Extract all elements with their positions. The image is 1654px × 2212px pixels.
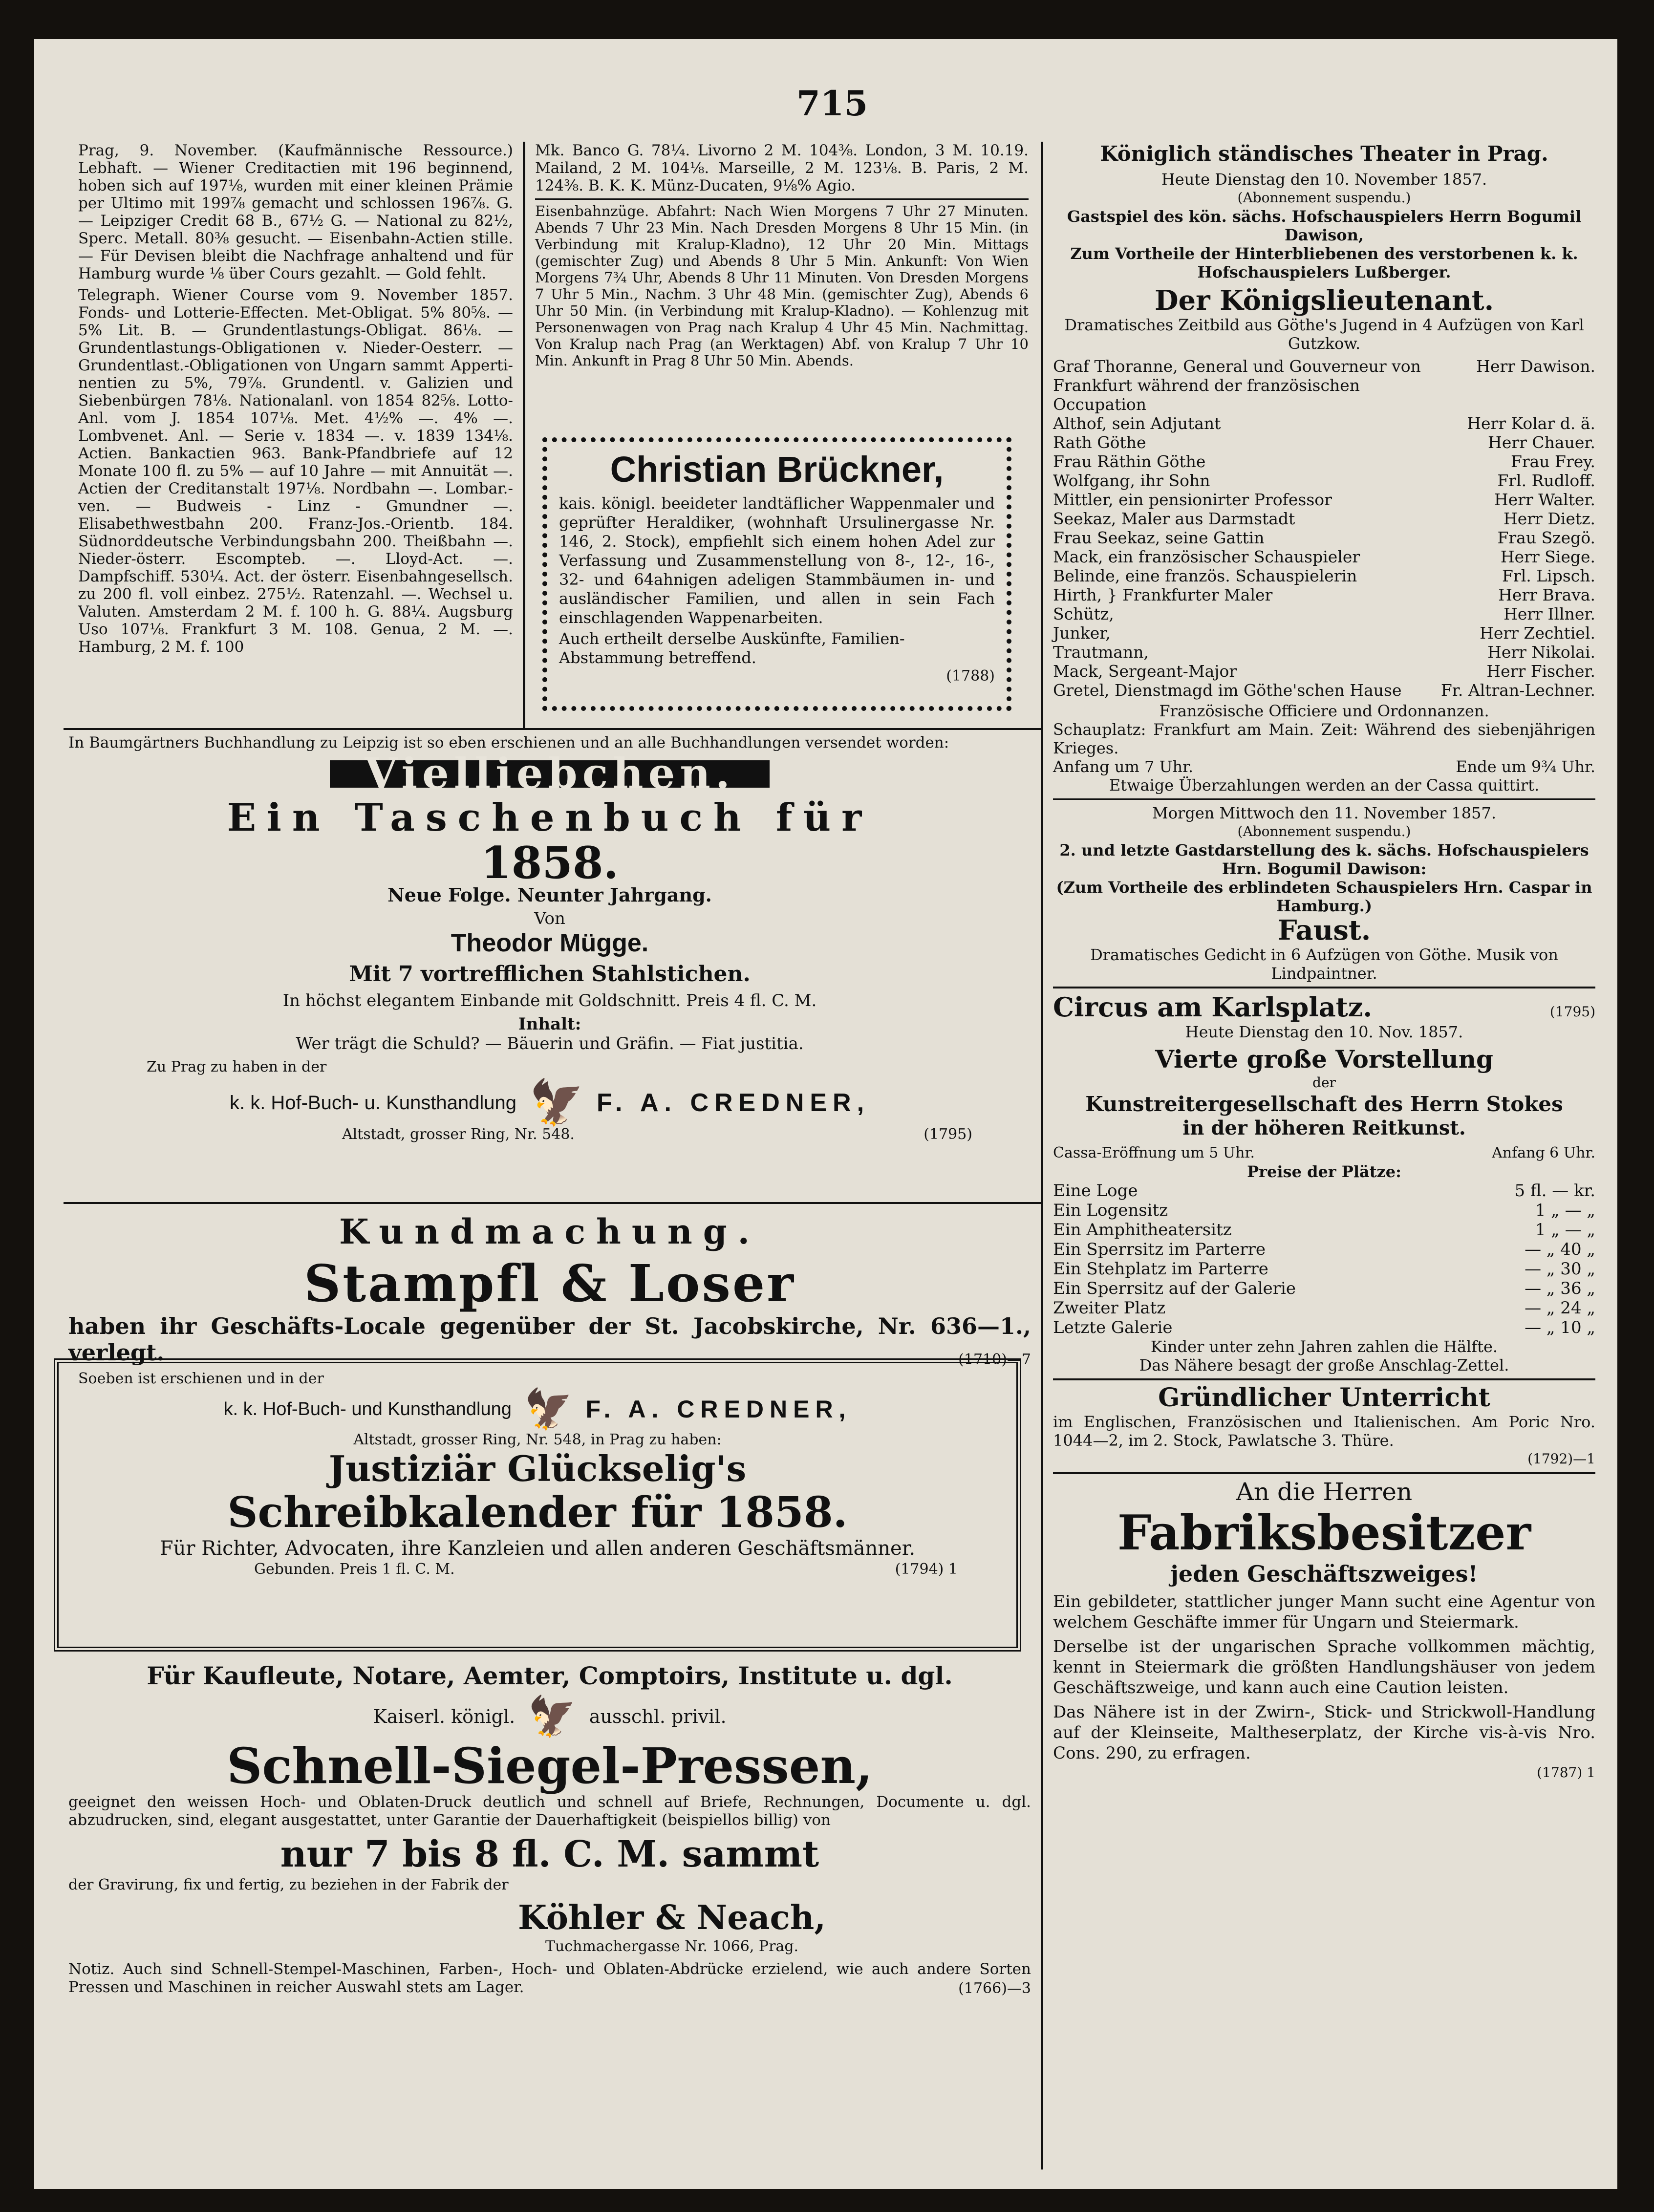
exchange-reports: [78, 142, 513, 660]
theater-times: [1053, 757, 1595, 776]
vielliebchen-by: Von: [534, 909, 565, 928]
privilege-left: Kaiserl. königl.: [373, 1706, 516, 1727]
cast-row: [1053, 452, 1595, 471]
kalender-title-2: Schreibkalender für 1858.: [227, 1488, 848, 1537]
cast-role: Hirth, } Frankfurter Maler: [1053, 585, 1273, 604]
vielliebchen-edition: Neue Folge. Neunter Jahrgang.: [387, 884, 712, 906]
theater-play: Der Königslieutenant.: [1154, 284, 1494, 317]
cast-actor: Herr Walter.: [1494, 490, 1595, 509]
price-row: [1053, 1279, 1595, 1298]
cast-actor: Herr Brava.: [1498, 585, 1595, 604]
divider-2: [64, 1202, 1041, 1204]
kalender-shop-line: [78, 1387, 997, 1431]
presses-ref: (1766)—3: [958, 1980, 1031, 1997]
cast-actor: Herr Chauer.: [1488, 433, 1595, 452]
circus-open: Cassa-Eröffnung um 5 Uhr.: [1053, 1144, 1255, 1161]
price-seat: Eine Loge: [1053, 1181, 1138, 1201]
vielliebchen-year: 1858.: [481, 837, 619, 889]
cast-row: [1053, 623, 1595, 643]
kundmachung-firm: Stampfl & Loser: [304, 1253, 795, 1313]
cast-role: Junker,: [1053, 623, 1111, 643]
vielliebchen-ref: (1795): [924, 1126, 972, 1143]
theater-genre: Dramatisches Zeitbild aus Göthe's Jugend in 4 Aufzügen von Karl Gutzkow.: [1064, 316, 1584, 353]
circus-start: Anfang 6 Uhr.: [1492, 1144, 1595, 1161]
factory-to: An die Herren: [1236, 1478, 1413, 1506]
kalender-intro: Soeben ist erschienen und in der: [78, 1370, 324, 1387]
kalender-address: Altstadt, grosser Ring, Nr. 548, in Prag zu haben:: [353, 1431, 722, 1448]
cast-role: Althof, sein Adjutant: [1053, 414, 1221, 433]
vielliebchen-contents: Wer trägt die Schuld? — Bäuerin und Gräfin. — Fiat justitia.: [296, 1034, 804, 1053]
brueckner-ref: (1788): [946, 667, 995, 685]
presses-ad: [68, 1661, 1031, 2002]
cast-row: [1053, 681, 1595, 700]
cast-actor: Frl. Lipsch.: [1502, 566, 1595, 585]
vielliebchen-subtitle: Ein Taschenbuch für: [227, 795, 873, 840]
presses-text-2: der Gravirung, fix und fertig, zu beziehen in der Fabrik der: [68, 1876, 509, 1893]
price-seat: Ein Sperrsitz im Parterre: [1053, 1240, 1266, 1259]
cast-actor: Herr Kolar d. ä.: [1467, 414, 1595, 433]
cast-actor: Herr Dawison.: [1476, 357, 1595, 376]
circus-children: Kinder unter zehn Jahren zahlen die Hälfte.: [1150, 1337, 1498, 1356]
cast-role: Belinde, eine französ. Schauspielerin: [1053, 566, 1357, 585]
price-row: [1053, 1240, 1595, 1259]
divider: [1053, 798, 1595, 800]
cast-role: Rath Göthe: [1053, 433, 1146, 452]
cast-role: Schütz,: [1053, 604, 1114, 623]
price-row: [1053, 1220, 1595, 1240]
theater-payments: Etwaige Überzahlungen werden an der Cassa quittirt.: [1109, 776, 1540, 795]
shop-name: k. k. Hof-Buch- u. Kunsthandlung: [229, 1092, 516, 1114]
circus-more: Das Nähere besagt der große Anschlag-Zettel.: [1139, 1356, 1509, 1374]
theater-start: Anfang um 7 Uhr.: [1053, 757, 1194, 776]
theater-scene: Schauplatz: Frankfurt am Main. Zeit: Während des siebenjährigen Krieges.: [1053, 720, 1595, 757]
kundmachung-ref: (1710)—7: [958, 1351, 1031, 1368]
cast-role: Mittler, ein pensionirter Professor: [1053, 490, 1332, 509]
price-seat: Ein Stehplatz im Parterre: [1053, 1259, 1268, 1279]
theater-extras: Französische Officiere und Ordonnanzen.: [1159, 702, 1489, 720]
divider-1: [64, 728, 1041, 730]
kalender-ref: (1794) 1: [895, 1561, 958, 1578]
presses-price: nur 7 bis 8 fl. C. M. sammt: [280, 1833, 819, 1875]
theater-guest: Gastspiel des kön. sächs. Hofschauspielers Herrn Bogumil Dawison,: [1067, 207, 1582, 244]
circus-show: Vierte große Vorstellung: [1155, 1045, 1493, 1074]
circus-title: Circus am Karlsplatz.: [1053, 991, 1373, 1023]
credner-name: F. A. CREDNER,: [597, 1089, 870, 1117]
factory-p2: Derselbe ist der ungarischen Sprache vollkommen mächtig, kennt in Steiermark die größten Handlungshäuser von jedem Geschäftszweige, und kann auch eine Caution leisten.: [1053, 1637, 1595, 1697]
cast-row: [1053, 566, 1595, 585]
presses-privilege-line: [68, 1695, 1031, 1739]
cast-row: [1053, 357, 1595, 414]
column-rule-left: [523, 142, 525, 728]
kalender-price: Gebunden. Preis 1 fl. C. M.: [254, 1561, 455, 1578]
circus-prices-heading: Preise der Plätze:: [1247, 1162, 1401, 1181]
cast-actor: Herr Fischer.: [1486, 662, 1595, 681]
circus-price-list: [1053, 1181, 1595, 1337]
circus-der: der: [1312, 1074, 1336, 1091]
cast-role: Frau Seekaz, seine Gattin: [1053, 528, 1265, 547]
theater-abo: (Abonnement suspendu.): [1237, 190, 1411, 206]
factory-p3: Das Nähere ist in der Zwirn-, Stick- und Strickwoll-Handlung auf der Kleinseite, Maltheserplatz, der Kirche vis-à-vis Nro. Cons. 290, zu erfragen.: [1053, 1702, 1595, 1763]
cast-row: [1053, 528, 1595, 547]
cast-role: Mack, ein französischer Schauspieler: [1053, 547, 1360, 566]
price-row: [1053, 1318, 1595, 1337]
brueckner-text-2: Auch ertheilt derselbe Auskünfte, Familien-Abstammung betreffend.: [559, 629, 905, 667]
column-rule-main: [1041, 142, 1043, 2169]
circus-art: in der höheren Reitkunst.: [1182, 1117, 1466, 1139]
brueckner-name: Christian Brückner,: [610, 449, 944, 490]
presses-title: Schnell-Siegel-Pressen,: [227, 1737, 873, 1795]
price-amount: 5 fl. — kr.: [1514, 1181, 1595, 1201]
lessons-text: im Englischen, Französischen und Italienischen. Am Poric Nro. 1044—2, im 2. Stock, Pawlatsche 3. Thüre.: [1053, 1413, 1595, 1450]
circus-date: Heute Dienstag den 10. Nov. 1857.: [1185, 1023, 1463, 1041]
cast-row: [1053, 643, 1595, 662]
theater-tomorrow: Morgen Mittwoch den 11. November 1857.: [1152, 804, 1496, 822]
cast-row: [1053, 585, 1595, 604]
cast-row: [1053, 604, 1595, 623]
cast-actor: Frau Szegö.: [1497, 528, 1595, 547]
cast-row: [1053, 433, 1595, 452]
lessons-title: Gründlicher Unterricht: [1158, 1383, 1490, 1413]
cast-row: [1053, 490, 1595, 509]
theater-abo-2: (Abonnement suspendu.): [1237, 823, 1411, 839]
factory-title: Fabriksbesitzer: [1117, 1505, 1531, 1561]
price-row: [1053, 1201, 1595, 1220]
brueckner-ad-frame: [542, 437, 1011, 711]
presses-audience: Für Kaufleute, Notare, Aemter, Comptoirs, Institute u. dgl.: [147, 1661, 953, 1690]
shop-name: k. k. Hof-Buch- und Kunsthandlung: [223, 1398, 512, 1419]
cast-role: Wolfgang, ihr Sohn: [1053, 471, 1210, 490]
shop-address: Altstadt, grosser Ring, Nr. 548.: [342, 1126, 575, 1143]
divider: [1053, 1378, 1595, 1380]
page-number: 715: [796, 83, 868, 124]
exchange-report-continued: Mk. Banco G. 78¼. Livorno 2 M. 104⅜. London, 3 M. 10.19. Mailand, 2 M. 104⅛. Marseille, 2 M. 123⅛. B. Paris, 2 M. 124⅜. B. K. K. Münz-Ducaten, 9⅛% Agio.: [535, 142, 1029, 194]
newspaper-page: [34, 39, 1617, 2189]
vielliebchen-ad: [68, 733, 1031, 1144]
price-amount: — „ 30 „: [1525, 1259, 1595, 1279]
theater-play-2: Faust.: [1277, 914, 1371, 946]
kalender-title-1: Justiziär Glückselig's: [328, 1448, 747, 1489]
kundmachung-text: haben ihr Geschäfts-Locale gegenüber der St. Jacobskirche, Nr. 636—1., verlegt.: [68, 1313, 1031, 1366]
lessons-ref: (1792)—1: [1527, 1451, 1595, 1467]
price-row: [1053, 1181, 1595, 1201]
kundmachung-ad: [68, 1209, 1031, 1374]
cast-actor: Herr Dietz.: [1503, 509, 1595, 528]
cast-row: [1053, 662, 1595, 681]
cast-row: [1053, 471, 1595, 490]
privilege-right: ausschl. privil.: [589, 1706, 727, 1727]
price-seat: Letzte Galerie: [1053, 1318, 1173, 1337]
price-amount: 1 „ — „: [1535, 1201, 1595, 1220]
cast-row: [1053, 509, 1595, 528]
vielliebchen-author: Theodor Mügge.: [451, 929, 649, 957]
cast-actor: Frl. Rudloff.: [1497, 471, 1595, 490]
vienna-exchange-report: Telegraph. Wiener Course vom 9. November 1857. Fonds- und Lotterie-Effecten. Met-Obligat. 5% 80⅝. — 5% Lit. B. — Grundentlastungs-Obligat. 86⅛. — Grundentlastungs-Obligationen v. Nieder-Oesterr. — Grundentlast.-Obligationen von Ungarn sammt Apperti-nentien zu 5%, 79⅞. Grundentl. v. Galizien und Siebenbürgen 78⅛. Nationalanl. von 1854 82⅝. Lotto-Anl. vom J. 1854 107⅛. Met. 4½% —. 4% —. Lombvenet. Anl. — Serie v. 1834 —. v. 1839 134⅛. Actien. Bankactien 963. Bank-Pfandbriefe auf 12 Monate 100 fl. zu 5% — auf 10 Jahre — mit Annuität —. Actien der Creditanstalt 197⅛. Nordbahn —. Lombar.-ven. — Budweis - Linz - Gmundner —. Elisabethwestbahn 200. Franz-Jos.-Orientb. 184. Südnorddeutsche Verbindungsbahn 200. Theißbahn —. Nieder-österr. Escompteb. —. Lloyd-Act. —. Dampfschiff. 530¼. Act. der österr. Eisenbahngesellsch. zu 200 fl. voll einbez. 275½. Ratenzahl. —. Wechsel u. Valuten. Amsterdam 2 M. f. 100 h. G. 88¼. Augsburg Uso 107⅛. Frankfurt 3 M. 108. Genua, 2 M. —. Hamburg, 2 M. f. 100: [78, 286, 513, 656]
cast-role: Trautmann,: [1053, 643, 1149, 662]
vielliebchen-footer: [342, 1125, 972, 1144]
cast-actor: Frau Frey.: [1510, 452, 1595, 471]
price-seat: Ein Logensitz: [1053, 1201, 1168, 1220]
kundmachung-title: Kundmachung.: [339, 1211, 761, 1252]
kalender-ad-frame: [54, 1358, 1021, 1652]
price-amount: — „ 36 „: [1525, 1279, 1595, 1298]
kalender-footer: [254, 1561, 958, 1578]
right-column: [1053, 142, 1595, 1786]
price-row: [1053, 1259, 1595, 1279]
cast-actor: Herr Siege.: [1500, 547, 1595, 566]
theater-benefit-2: (Zum Vortheile des erblindeten Schauspielers Hrn. Caspar in Hamburg.): [1056, 878, 1592, 915]
price-amount: 1 „ — „: [1535, 1220, 1595, 1240]
cast-actor: Herr Illner.: [1504, 604, 1595, 623]
divider: [1053, 987, 1595, 988]
mid-top-column: [535, 142, 1029, 373]
presses-makers-address: Tuchmachergasse Nr. 1066, Prag.: [545, 1938, 799, 1955]
circus-ref: (1795): [1549, 1004, 1595, 1020]
theater-benefit: Zum Vortheile der Hinterbliebenen des verstorbenen k. k. Hofschauspielers Lußberger.: [1070, 244, 1578, 281]
eagle-icon: 🦅: [524, 1386, 573, 1432]
factory-ref: (1787) 1: [1537, 1764, 1595, 1781]
vielliebchen-title: Vielliebchen.: [330, 760, 770, 788]
circus-times: [1053, 1144, 1595, 1162]
vielliebchen-where: Zu Prag zu haben in der: [147, 1058, 327, 1075]
vielliebchen-contents-heading: Inhalt:: [518, 1014, 581, 1034]
price-row: [1053, 1298, 1595, 1318]
price-amount: — „ 40 „: [1525, 1240, 1595, 1259]
theater-end: Ende um 9¾ Uhr.: [1456, 757, 1595, 776]
cast-role: Mack, Sergeant-Major: [1053, 662, 1237, 681]
circus-title-row: [1053, 991, 1595, 1023]
kalender-audience: Für Richter, Advocaten, ihre Kanzleien und allen anderen Geschäftsmänner.: [159, 1537, 916, 1560]
price-seat: Ein Amphitheatersitz: [1053, 1220, 1232, 1240]
cast-role: Frau Räthin Göthe: [1053, 452, 1206, 471]
brueckner-text: kais. königl. beeideter landtäflicher Wappenmaler und geprüfter Heraldiker, (wohnhaft Ursulinergasse Nr. 146, 2. Stock), empfiehlt sich einem hohen Adel zur Verfassung und Zusammenstellung von 8-, 12-, 16-, 32- und 64ahnigen adeligen Stammbäumen in- und ausländischer Familien, und allen in sein Fach einschlagenden Wappenarbeiten.: [559, 494, 995, 627]
cast-actor: Fr. Altran-Lechner.: [1440, 681, 1595, 700]
prague-exchange-report: Prag, 9. November. (Kaufmännische Ressource.) Lebhaft. — Wiener Creditactien mit 196 beginnend, hoben sich auf 197⅛, wurden mit einer kleinen Prämie per Ultimo mit 199⅞ gemacht und schlossen 196⅞. G. — Leipziger Credit 68 B., 67½ G. — National zu 82½, Sperc. Metall. 80⅜ gesucht. — Eisenbahn-Actien stille. — Für Devisen bleibt die Nachfrage anhaltend und für Hamburg wurde ⅛ über Cours gezahlt. — Gold fehlt.: [78, 142, 513, 282]
price-seat: Zweiter Platz: [1053, 1298, 1166, 1318]
eagle-icon: 🦅: [529, 1077, 584, 1128]
cast-role: Gretel, Dienstmagd im Göthe'schen Hause: [1053, 681, 1402, 700]
price-amount: — „ 10 „: [1525, 1318, 1595, 1337]
vielliebchen-price: In höchst elegantem Einbande mit Goldschnitt. Preis 4 fl. C. M.: [282, 991, 817, 1010]
cast-row: [1053, 414, 1595, 433]
credner-name: F. A. CREDNER,: [585, 1396, 852, 1423]
presses-note: Notiz. Auch sind Schnell-Stempel-Maschinen, Farben-, Hoch- und Oblaten-Abdrücke erzielend, wie auch andere Sorten Pressen und Maschinen in reicher Auswahl stets am Lager.: [68, 1960, 1031, 1996]
cast-role: Graf Thoranne, General und Gouverneur von Frankfurt während der französischen Occupation: [1053, 357, 1421, 414]
railway-timetable: Eisenbahnzüge. Abfahrt: Nach Wien Morgens 7 Uhr 27 Minuten. Abends 7 Uhr 23 Min. Nach Dresden Morgens 8 Uhr 15 Min. (in Verbindung mit Kralup-Kladno), 12 Uhr 20 Min. Mittags (gemischter Zug) und Abends 8 Uhr 5 Min. Ankunft: Von Wien Morgens 7¾ Uhr, Abends 8 Uhr 11 Minuten. Von Dresden Morgens 7 Uhr 5 Min., Nachm. 3 Uhr 48 Min. (gemischter Zug), Abends 6 Uhr 50 Min. (in Verbindung mit Kralup-Kladno). — Kohlenzug mit Personenwagen von Prag nach Kralup 4 Uhr 45 Min. Nachmittag. Von Kralup nach Prag (an Werktagen) Abf. von Kralup 7 Uhr 10 Min. Ankunft in Prag 8 Uhr 50 Min. Abends.: [535, 203, 1029, 369]
cast-role: Seekaz, Maler aus Darmstadt: [1053, 509, 1295, 528]
vielliebchen-intro: In Baumgärtners Buchhandlung zu Leipzig ist so eben erschienen und an alle Buchhandlungen versendet worden:: [68, 734, 949, 752]
theater-genre-2: Dramatisches Gedicht in 6 Aufzügen von Göthe. Musik von Lindpaintner.: [1090, 945, 1558, 983]
eagle-icon: 🦅: [528, 1694, 577, 1739]
theater-title: Königlich ständisches Theater in Prag.: [1100, 142, 1548, 166]
circus-company: Kunstreitergesellschaft des Herrn Stokes: [1085, 1092, 1563, 1116]
theater-guest-2: 2. und letzte Gastdarstellung des k. sächs. Hofschauspielers Hrn. Bogumil Dawison:: [1059, 841, 1589, 878]
vielliebchen-shop-line: [68, 1077, 1031, 1128]
theater-cast-list: [1053, 357, 1595, 700]
factory-p1: Ein gebildeter, stattlicher junger Mann sucht eine Agentur von welchem Geschäfte immer für Ungarn und Steiermark.: [1053, 1592, 1595, 1632]
cast-row: [1053, 547, 1595, 566]
price-amount: — „ 24 „: [1525, 1298, 1595, 1318]
price-seat: Ein Sperrsitz auf der Galerie: [1053, 1279, 1296, 1298]
theater-date: Heute Dienstag den 10. November 1857.: [1161, 170, 1487, 189]
cast-actor: Herr Zechtiel.: [1480, 623, 1595, 643]
vielliebchen-plates: Mit 7 vortrefflichen Stahlstichen.: [349, 962, 751, 987]
divider: [535, 198, 1029, 200]
factory-subtitle: jeden Geschäftszweiges!: [1170, 1561, 1478, 1587]
divider: [1053, 1472, 1595, 1474]
presses-text: geeignet den weissen Hoch- und Oblaten-Druck deutlich und schnell auf Briefe, Rechnungen, Documente u. dgl. abzudrucken, sind, elegant ausgestattet, unter Garantie der Dauerhaftigkeit (beispiellos billig) von: [68, 1793, 1031, 1829]
presses-makers: Köhler & Neach,: [517, 1898, 826, 1937]
cast-actor: Herr Nikolai.: [1487, 643, 1595, 662]
